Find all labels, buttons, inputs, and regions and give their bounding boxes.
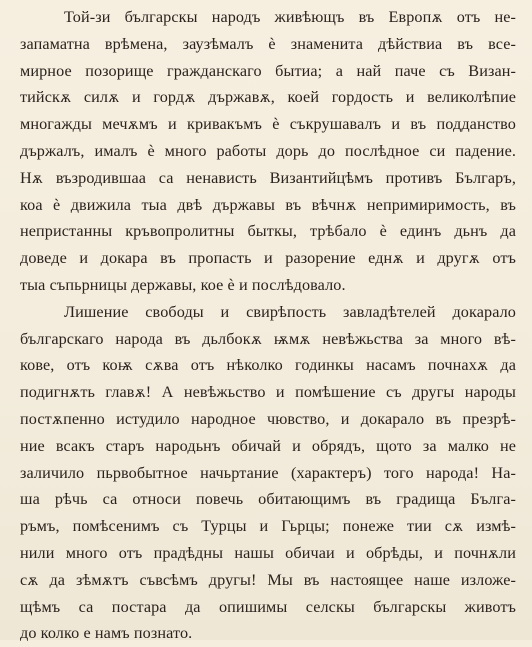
text-line: многажды мечѫмъ и кривакъмъ ѐ съкрушавалъ и въ подданство	[20, 115, 516, 134]
text-line: Той-зи българскы народъ живѣющъ въ Европѫ отъ не-	[64, 8, 516, 26]
text-line: държалъ, ималъ ѐ много работы дорь до послѣдное си падение.	[20, 141, 516, 160]
text-line: постѫпенно истудило народное чювство, и докарало въ презрѣ-	[20, 409, 516, 428]
text-line: кове, отъ коѭ сѫва отъ нѣколко годинкы насамъ почнахѫ да	[20, 356, 516, 375]
paragraph-1	[20, 4, 516, 299]
text-line: тыа съпьрницы державы, кое ѐ и послѣдовало.	[20, 275, 346, 294]
text-line: до колко е намъ познато.	[20, 624, 193, 643]
text-line: коа ѐ движила тыа двѣ държавы въ вѣчнѫ непримиримость, въ	[20, 195, 516, 214]
text-line: ръмъ, помѣсенимъ съ Турцы и Гьрцы; понеже тии сѫ измѣ-	[20, 517, 516, 536]
text-line: заличило пьрвобытное начьртание (характеръ) того народа! На-	[20, 463, 516, 482]
text-line: българскаго народа въ дьлбокѫ ѭмѫ невѣжьства за много вѣ-	[20, 329, 516, 348]
text-line: нили много отъ прадѣдны нашы обичаи и обрѣды, и почнѫли	[20, 543, 516, 562]
text-line: запаматна врѣмена, заузѣмалъ ѐ знаменита дѣйствиа въ все-	[20, 34, 516, 53]
text-line: ша рѣчь са относи повечь обитающимъ въ градища Бълга-	[20, 490, 516, 509]
text-line: доведе и докара въ пропасть и разорение еднѫ и другѫ отъ	[20, 249, 516, 268]
text-line: непристанны кръвопролитны быткы, трѣбало ѐ единъ дьнъ да	[20, 222, 516, 241]
text-line: Нѫ възродившаа са ненависть Византийцѣмъ противъ Българъ,	[20, 168, 516, 187]
text-line: мирное позорище гражданскаго бытиа; а най паче съ Визан-	[20, 61, 516, 80]
paragraph-2	[20, 299, 516, 647]
text-line: ние всакъ старъ народьнъ обичай и обрядъ, щото за малко не	[20, 436, 516, 455]
text-line: сѫ да зѣмѫтъ съвсѣмъ другы! Мы въ настоящее наше изложе-	[20, 570, 516, 589]
document-text	[20, 4, 516, 647]
text-line: щѣмъ са постара да опишимы селскы българскы животъ	[20, 597, 516, 616]
text-line: Лишение свободы и свирѣпость завладѣтелей докарало	[64, 302, 516, 321]
text-line: подигнѫть главѫ! А невѣжьство и помѣшение съ другы народы	[20, 383, 516, 402]
text-line: тийскѫ силѫ и гордѫ държавѫ, коей гордость и великолѣпие	[20, 88, 516, 107]
